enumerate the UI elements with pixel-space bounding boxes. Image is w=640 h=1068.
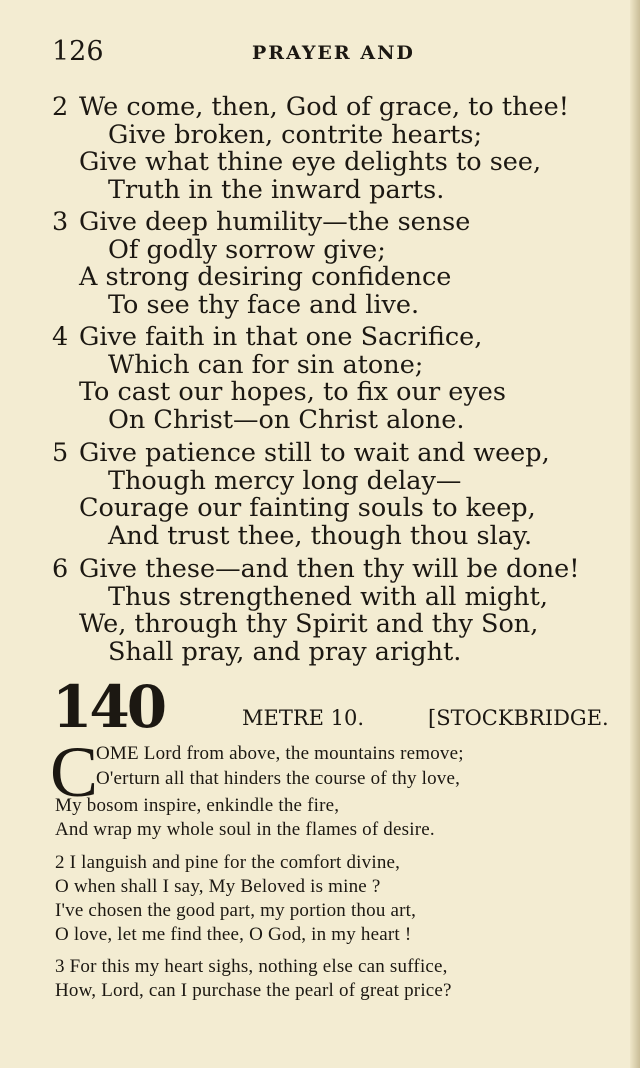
page-number: 126 <box>52 36 104 67</box>
hymn-line: Give patience still to wait and weep, <box>79 438 550 468</box>
stanza-number: 6 <box>52 554 69 584</box>
hymn-line: My bosom inspire, enkindle the fire, <box>55 795 340 816</box>
hymn-line: Give deep humility—the sense <box>79 207 471 237</box>
hymn-line: On Christ—on Christ alone. <box>108 404 465 435</box>
hymn-number: 140 <box>52 673 165 741</box>
hymn-line: Give these—and then thy will be done! <box>79 554 580 584</box>
hymn-line: We come, then, God of grace, to thee! <box>79 92 569 122</box>
hymn-line: To see thy face and live. <box>108 289 420 320</box>
stanza-3-line-1 <box>55 956 448 978</box>
hymn-line: O when shall I say, My Beloved is mine ? <box>55 876 381 897</box>
stanza-number: 4 <box>52 322 69 352</box>
hymn-line: I languish and pine for the comfort divine, <box>69 852 401 873</box>
hymn-line: Of godly sorrow give; <box>108 234 386 265</box>
stanza-number: 2 <box>55 852 65 873</box>
stanza-4 <box>52 324 612 434</box>
hymn-line: Though mercy long delay— <box>108 465 462 496</box>
hymn-line: And wrap my whole soul in the flames of desire. <box>55 819 435 840</box>
hymn-line: Give broken, contrite hearts; <box>108 119 483 150</box>
tune-name: [STOCKBRIDGE. <box>428 706 609 730</box>
hymn-line: Which can for sin atone; <box>108 349 424 380</box>
metre-label: METRE 10. <box>242 706 365 730</box>
hymn-line: Truth in the inward parts. <box>108 174 445 205</box>
hymn-line: Thus strengthened with all might, <box>108 581 548 612</box>
hymn-line: How, Lord, can I purchase the pearl of great price? <box>55 980 452 1001</box>
stanza-2-line-1 <box>55 852 400 874</box>
drop-cap: C <box>50 732 99 812</box>
hymn-line: A strong desiring confidence <box>79 262 452 293</box>
stanza-number: 2 <box>52 92 69 122</box>
hymn-line: We, through thy Spirit and thy Son, <box>79 609 539 640</box>
hymn-line: Give what thine eye delights to see, <box>79 147 542 178</box>
page-header <box>52 36 612 70</box>
hymn-line: O love, let me find thee, O God, in my heart ! <box>55 924 412 945</box>
hymn-line: To cast our hopes, to fix our eyes <box>79 377 506 408</box>
hymn-line: For this my heart sighs, nothing else can suffice, <box>69 956 448 977</box>
stanza-number: 3 <box>55 956 65 977</box>
stanza-number: 3 <box>52 207 69 237</box>
hymn-line: OME Lord from above, the mountains remove; <box>96 743 464 764</box>
hymn-line: Courage our fainting souls to keep, <box>79 493 536 524</box>
stanza-3 <box>52 209 612 319</box>
running-head: PRAYER AND <box>252 42 415 64</box>
hymn-line: Shall pray, and pray aright. <box>108 636 462 667</box>
hymn-line: And trust thee, though thou slay. <box>108 520 533 551</box>
hymn-line: Give faith in that one Sacrifice, <box>79 322 483 352</box>
stanza-5 <box>52 440 612 550</box>
stanza-6 <box>52 556 612 666</box>
hymn-line: I've chosen the good part, my portion thou art, <box>55 900 417 921</box>
stanza-2 <box>52 94 612 204</box>
stanza-number: 5 <box>52 438 69 468</box>
page-edge-shadow <box>630 0 640 1068</box>
hymn-line: O'erturn all that hinders the course of thy love, <box>96 768 461 789</box>
